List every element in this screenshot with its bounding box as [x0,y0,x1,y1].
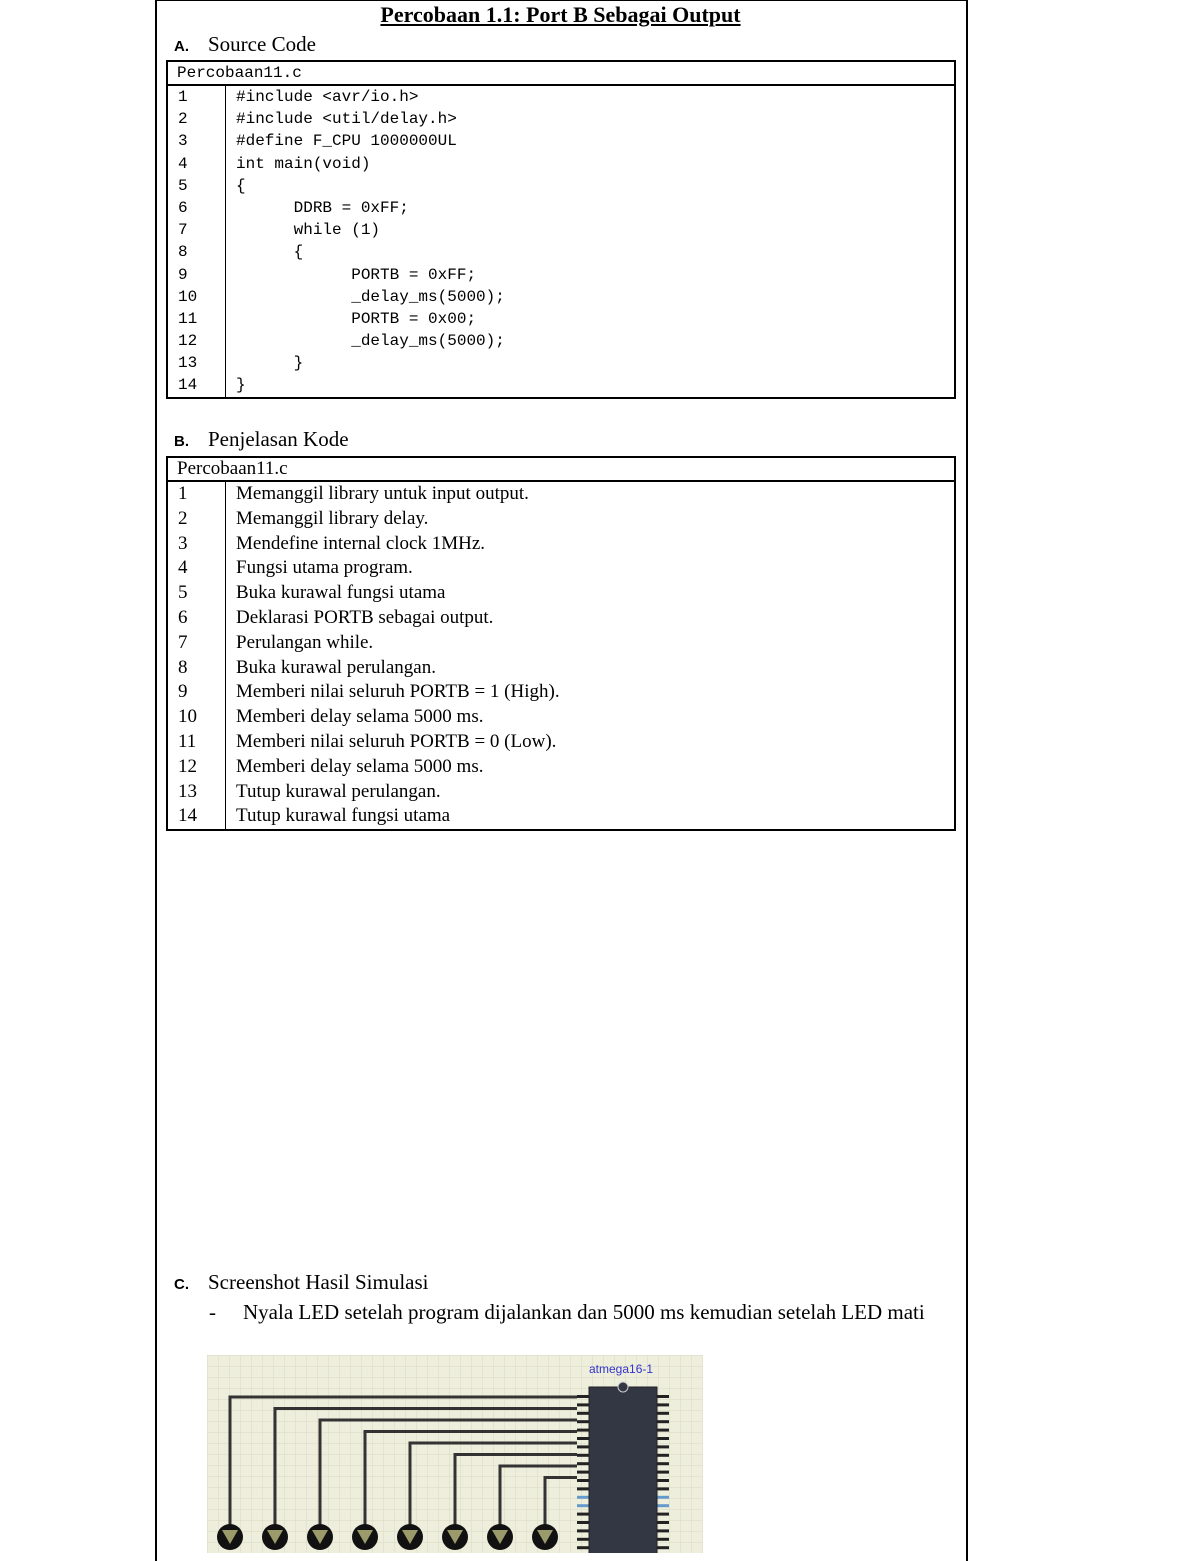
explanation-row [168,656,954,681]
explanation-table [166,456,956,831]
chip-pin-left [577,1513,589,1516]
chip-pin-left [577,1454,589,1457]
chip-pin-left [577,1462,589,1465]
code-row [168,352,954,374]
chip-pin-left [577,1529,589,1532]
chip-pin-right [657,1395,669,1398]
explanation-row [168,804,954,829]
code-line-text: PORTB = 0xFF; [236,265,477,284]
explanation-line-number: 2 [178,507,188,529]
chip-pin-right [657,1479,669,1482]
section-c-title: Screenshot Hasil Simulasi [208,1270,429,1294]
chip-pin-right [657,1504,669,1507]
chip-pin-right [657,1429,669,1432]
bullet-text: Nyala LED setelah program dijalankan dan 5000 ms kemudian setelah LED mati [243,1300,925,1324]
section-b-heading [174,427,349,452]
code-line-text: { [236,243,304,262]
code-line-number: 12 [178,332,198,351]
code-row [168,286,954,308]
code-row [168,308,954,330]
code-line-number: 3 [178,132,188,151]
code-line-text: _delay_ms(5000); [236,287,505,306]
explanation-line-number: 4 [178,557,188,579]
section-a-heading [174,32,316,57]
explanation-line-text: Tutup kurawal fungsi utama [236,805,451,827]
code-line-number: 6 [178,198,188,217]
chip-pin-left [577,1487,589,1490]
explanation-line-number: 7 [178,631,188,653]
chip-pin-right [657,1496,669,1499]
explanation-row [168,556,954,581]
code-line-number: 8 [178,243,188,262]
code-row [168,108,954,130]
chip-pin-left [577,1445,589,1448]
section-c-letter: C. [174,1276,189,1293]
explanation-line-number: 9 [178,681,188,703]
explanation-row [168,606,954,631]
chip-pin-right [657,1462,669,1465]
chip-pin-left [577,1479,589,1482]
chip-pin-left [577,1420,589,1423]
explanation-line-number: 3 [178,532,188,554]
chip-label: atmega16-1 [589,1362,654,1376]
chip-pin-right [657,1403,669,1406]
code-line-number: 2 [178,110,188,129]
code-row [168,153,954,175]
code-line-text: PORTB = 0x00; [236,309,477,328]
section-c-heading [174,1270,428,1295]
code-line-text: { [236,176,246,195]
explanation-row [168,631,954,656]
explanation-line-text: Memberi nilai seluruh PORTB = 0 (Low). [236,730,557,752]
chip-pin-right [657,1471,669,1474]
chip-pin-left [577,1504,589,1507]
explanation-line-text: Memberi delay selama 5000 ms. [236,706,484,728]
explanation-line-text: Memanggil library delay. [236,507,429,529]
section-a-title: Source Code [208,32,316,56]
chip-pin-left [577,1412,589,1415]
code-line-number: 11 [178,309,198,328]
explanation-row [168,780,954,805]
explanation-line-number: 6 [178,606,188,628]
code-row [168,197,954,219]
explanation-line-number: 5 [178,582,188,604]
chip-pin-right [657,1521,669,1524]
code-line-number: 1 [178,88,188,106]
chip-pin-left [577,1471,589,1474]
code-line-text: _delay_ms(5000); [236,332,505,351]
explanation-line-text: Perulangan while. [236,631,374,653]
code-line-text: #include <util/delay.h> [236,110,457,129]
chip-pin-left [577,1395,589,1398]
chip-pin-left [577,1546,589,1549]
simulation-bullet [209,1298,952,1327]
explanation-line-text: Buka kurawal fungsi utama [236,582,446,604]
bullet-dash: - [209,1300,216,1324]
code-line-number: 5 [178,176,188,195]
explanation-row [168,581,954,606]
explanation-rows [168,482,954,829]
explanation-line-number: 10 [178,706,197,728]
chip-pin-left [577,1429,589,1432]
chip-pin-left [577,1403,589,1406]
explanation-filename: Percobaan11.c [168,458,954,482]
chip-pin-right [657,1454,669,1457]
code-row [168,241,954,263]
page-title: Percobaan 1.1: Port B Sebagai Output [380,2,741,27]
code-row [168,330,954,352]
explanation-line-number: 11 [178,730,197,752]
explanation-line-text: Mendefine internal clock 1MHz. [236,532,486,554]
code-line-number: 4 [178,154,188,173]
explanation-line-number: 13 [178,780,197,802]
source-code-rows [168,86,954,397]
section-b-letter: B. [174,433,189,450]
code-line-number: 13 [178,354,198,373]
code-row [168,86,954,108]
source-code-table [166,60,956,399]
explanation-row [168,507,954,532]
explanation-row [168,705,954,730]
code-row [168,175,954,197]
explanation-line-number: 12 [178,755,197,777]
explanation-row [168,482,954,507]
chip-pin-right [657,1412,669,1415]
code-line-number: 10 [178,287,198,306]
chip-pin-right [657,1420,669,1423]
explanation-line-text: Memberi nilai seluruh PORTB = 1 (High). [236,681,560,703]
explanation-line-text: Buka kurawal perulangan. [236,656,436,678]
chip-pin-right [657,1437,669,1440]
code-line-text: #define F_CPU 1000000UL [236,132,457,151]
code-line-text: DDRB = 0xFF; [236,198,409,217]
explanation-line-number: 8 [178,656,188,678]
code-line-text: int main(void) [236,154,371,173]
chip-pin-right [657,1538,669,1541]
code-line-number: 9 [178,265,188,284]
explanation-row [168,755,954,780]
code-row [168,130,954,152]
code-row [168,219,954,241]
atmega16-chip [589,1387,657,1553]
explanation-line-number: 1 [178,483,188,504]
explanation-line-text: Memberi delay selama 5000 ms. [236,755,484,777]
explanation-line-text: Memanggil library untuk input output. [236,483,529,504]
chip-pin-right [657,1546,669,1549]
chip-pin-left [577,1437,589,1440]
chip-pin-right [657,1487,669,1490]
chip-pin-left [577,1538,589,1541]
chip-pin-right [657,1445,669,1448]
section-b-title: Penjelasan Kode [208,427,349,451]
code-line-number: 7 [178,221,188,240]
chip-pin-right [657,1513,669,1516]
source-code-filename: Percobaan11.c [168,62,954,86]
code-line-text: #include <avr/io.h> [236,88,419,106]
code-row [168,374,954,396]
code-line-number: 14 [178,376,198,395]
explanation-line-text: Fungsi utama program. [236,557,413,579]
simulation-screenshot [207,1355,703,1553]
code-line-text: while (1) [236,221,381,240]
chip-pin-left [577,1521,589,1524]
chip-notch [618,1382,628,1392]
explanation-row [168,532,954,557]
explanation-row [168,730,954,755]
chip-pin-left [577,1496,589,1499]
code-line-text: } [236,354,304,373]
explanation-line-number: 14 [178,805,197,827]
code-line-text: } [236,376,246,395]
explanation-line-text: Tutup kurawal perulangan. [236,780,441,802]
code-row [168,264,954,286]
section-a-letter: A. [174,38,189,55]
explanation-row [168,680,954,705]
explanation-line-text: Deklarasi PORTB sebagai output. [236,606,494,628]
chip-pin-right [657,1529,669,1532]
